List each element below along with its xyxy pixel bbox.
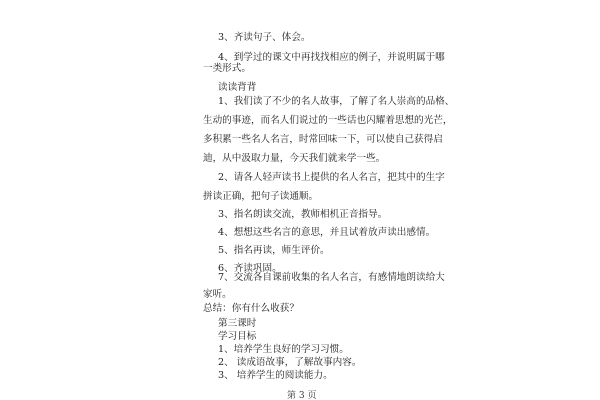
text-line: 家听。	[203, 289, 232, 300]
text-line: 4、想想这些名言的意思，并且试着放声读出感情。	[218, 227, 436, 238]
text-line: 1、培养学生良好的学习习惯。	[218, 344, 349, 355]
summary-line: 总结：你有什么收获？	[203, 303, 299, 314]
text-line: 2、 读成语故事，了解故事内容。	[218, 357, 362, 368]
text-line: 生动的事迹，而名人们说过的一些话也闪耀着思想的光芒，	[203, 115, 453, 126]
page-number: 第 3 页	[287, 391, 317, 400]
text-line: 3、指名朗读交流，教师相机正音指导。	[218, 209, 388, 220]
text-line: 多积累一些名人名言，时常回味一下，可以使自己获得启	[203, 134, 443, 145]
text-line: 迪，从中汲取力量，今天我们就来学一些。	[203, 153, 386, 164]
text-line: 拼读正确，把句子读通顺。	[203, 191, 319, 202]
text-line: 1、我们读了不少的名人故事，了解了名人崇高的品格、	[218, 96, 455, 107]
text-line: 6、齐读巩固。	[218, 263, 282, 274]
section-heading: 学习目标	[218, 331, 257, 342]
text-line: 2、请各人轻声读书上提供的名人名言，把其中的生字	[218, 172, 445, 183]
text-line: 4、到学过的课文中再找找相应的例子，并说明属于哪	[218, 52, 445, 63]
text-line: 3、 培养学生的阅读能力。	[218, 370, 333, 381]
section-heading: 第三课时	[218, 318, 257, 329]
text-line: 3、齐读句子、体会。	[218, 32, 311, 43]
text-line: 一类形式。	[203, 63, 251, 74]
text-line: 5、指名再读，师生评价。	[218, 245, 330, 256]
section-heading: 读读背背	[218, 82, 257, 93]
text-line: 7、交流各自课前收集的名人名言，有感情地朗读给大	[218, 272, 445, 283]
